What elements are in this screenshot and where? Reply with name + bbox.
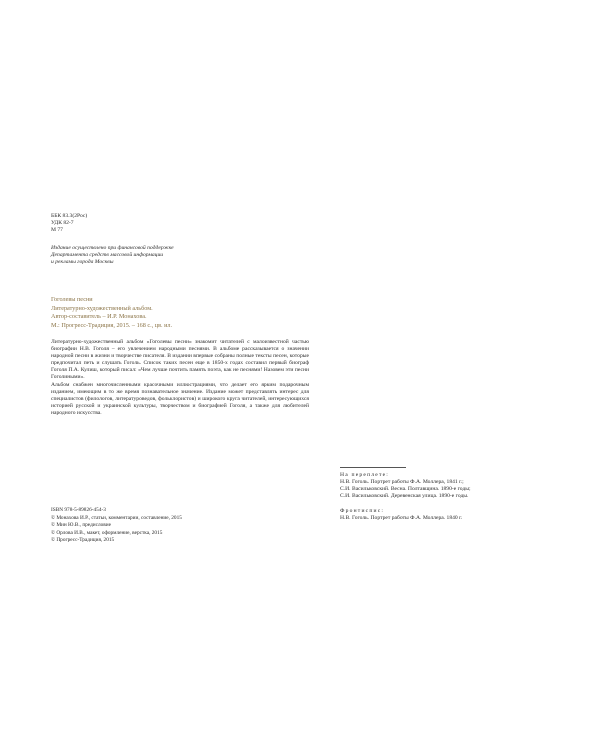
funding-note-line: и рекламы города Москвы — [51, 259, 114, 266]
abstract — [51, 339, 309, 417]
book-title: Гоголевы песни — [51, 296, 93, 303]
divider — [340, 467, 406, 468]
copyright-line: © Прогресс-Традиция, 2015 — [51, 537, 115, 544]
cover-credit: Н.В. Гоголь. Портрет работы Ф.А. Моллера, 1841 г.; — [340, 479, 464, 486]
copyright-line: © Монахова И.Р., статьи, комментарии, составление, 2015 — [51, 514, 182, 521]
abstract-paragraph: Литературно-художественный альбом «Гоголевы песни» знакомит читателей с малоизвестной частью биографии Н.В. Гоголя – его увлечением народными песнями. В альбоме рассказывается о значении народной песни в жизни и творчестве писателя. В издании впервые собраны полные тексты песен, которые предпочитал петь и слушать Гоголь. Список таких песен еще в 1850-х годах составил первый биограф Гоголя П.А. Кулиш, который писал: «Чем лучше почтить память поэта, как не песнями! Назовем эти песни Гоголиными». — [51, 339, 309, 381]
funding-note — [51, 245, 174, 266]
funding-note-line: Департамента средств массовой информации — [51, 252, 164, 259]
bibliographic-entry — [51, 296, 172, 330]
book-imprint: М.: Прогресс-Традиция, 2015. – 168 с., цв. ил. — [51, 321, 173, 329]
book-subtitle: Литературно-художественный альбом. — [51, 304, 153, 312]
frontispiece-label: Фронтиспис: — [340, 508, 385, 515]
udk-code: УДК 82-7 — [51, 220, 74, 227]
book-compiler: Автор-составитель – И.Р. Монахова. — [51, 313, 147, 321]
copyright-line: © Орлова И.В., макет, оформление, верстка, 2015 — [51, 529, 163, 536]
classification-codes — [51, 213, 87, 234]
frontispiece-credit: Н.В. Гоголь. Портрет работы Ф.А. Моллера. 1840 г. — [340, 515, 463, 522]
isbn: ISBN 978-5-89826-454-3 — [51, 507, 106, 513]
copyright-block — [51, 507, 182, 545]
cover-credit: С.И. Васильковский. Деревенская улица. 1890-е годы. — [340, 493, 469, 500]
cover-credits-label: На переплете: — [340, 472, 390, 478]
bbk-code: ББК 83.3(2Рос) — [51, 213, 88, 219]
author-mark: М 77 — [51, 227, 63, 234]
copyright-line: © Мин Ю.В., предисловие — [51, 522, 111, 529]
illustration-credits — [340, 467, 471, 523]
funding-note-line: Издание осуществлено при финансовой поддержке — [51, 245, 174, 251]
abstract-paragraph: Альбом снабжен многочисленными красочными иллюстрациями, что делает его ярким подарочным изданием, имеющим в то же время познавательное значение. Издание может представлять интерес для специалистов (филологов, литературоведов, фольклористов) и широкого круга читателей, интересующихся историей русской и украинской культуры, творчеством и биографией Гоголя, а также для любителей народного искусства. — [51, 381, 309, 416]
cover-credit: С.И. Васильковский. Весна. Полтавщина. 1890-е годы; — [340, 486, 471, 493]
